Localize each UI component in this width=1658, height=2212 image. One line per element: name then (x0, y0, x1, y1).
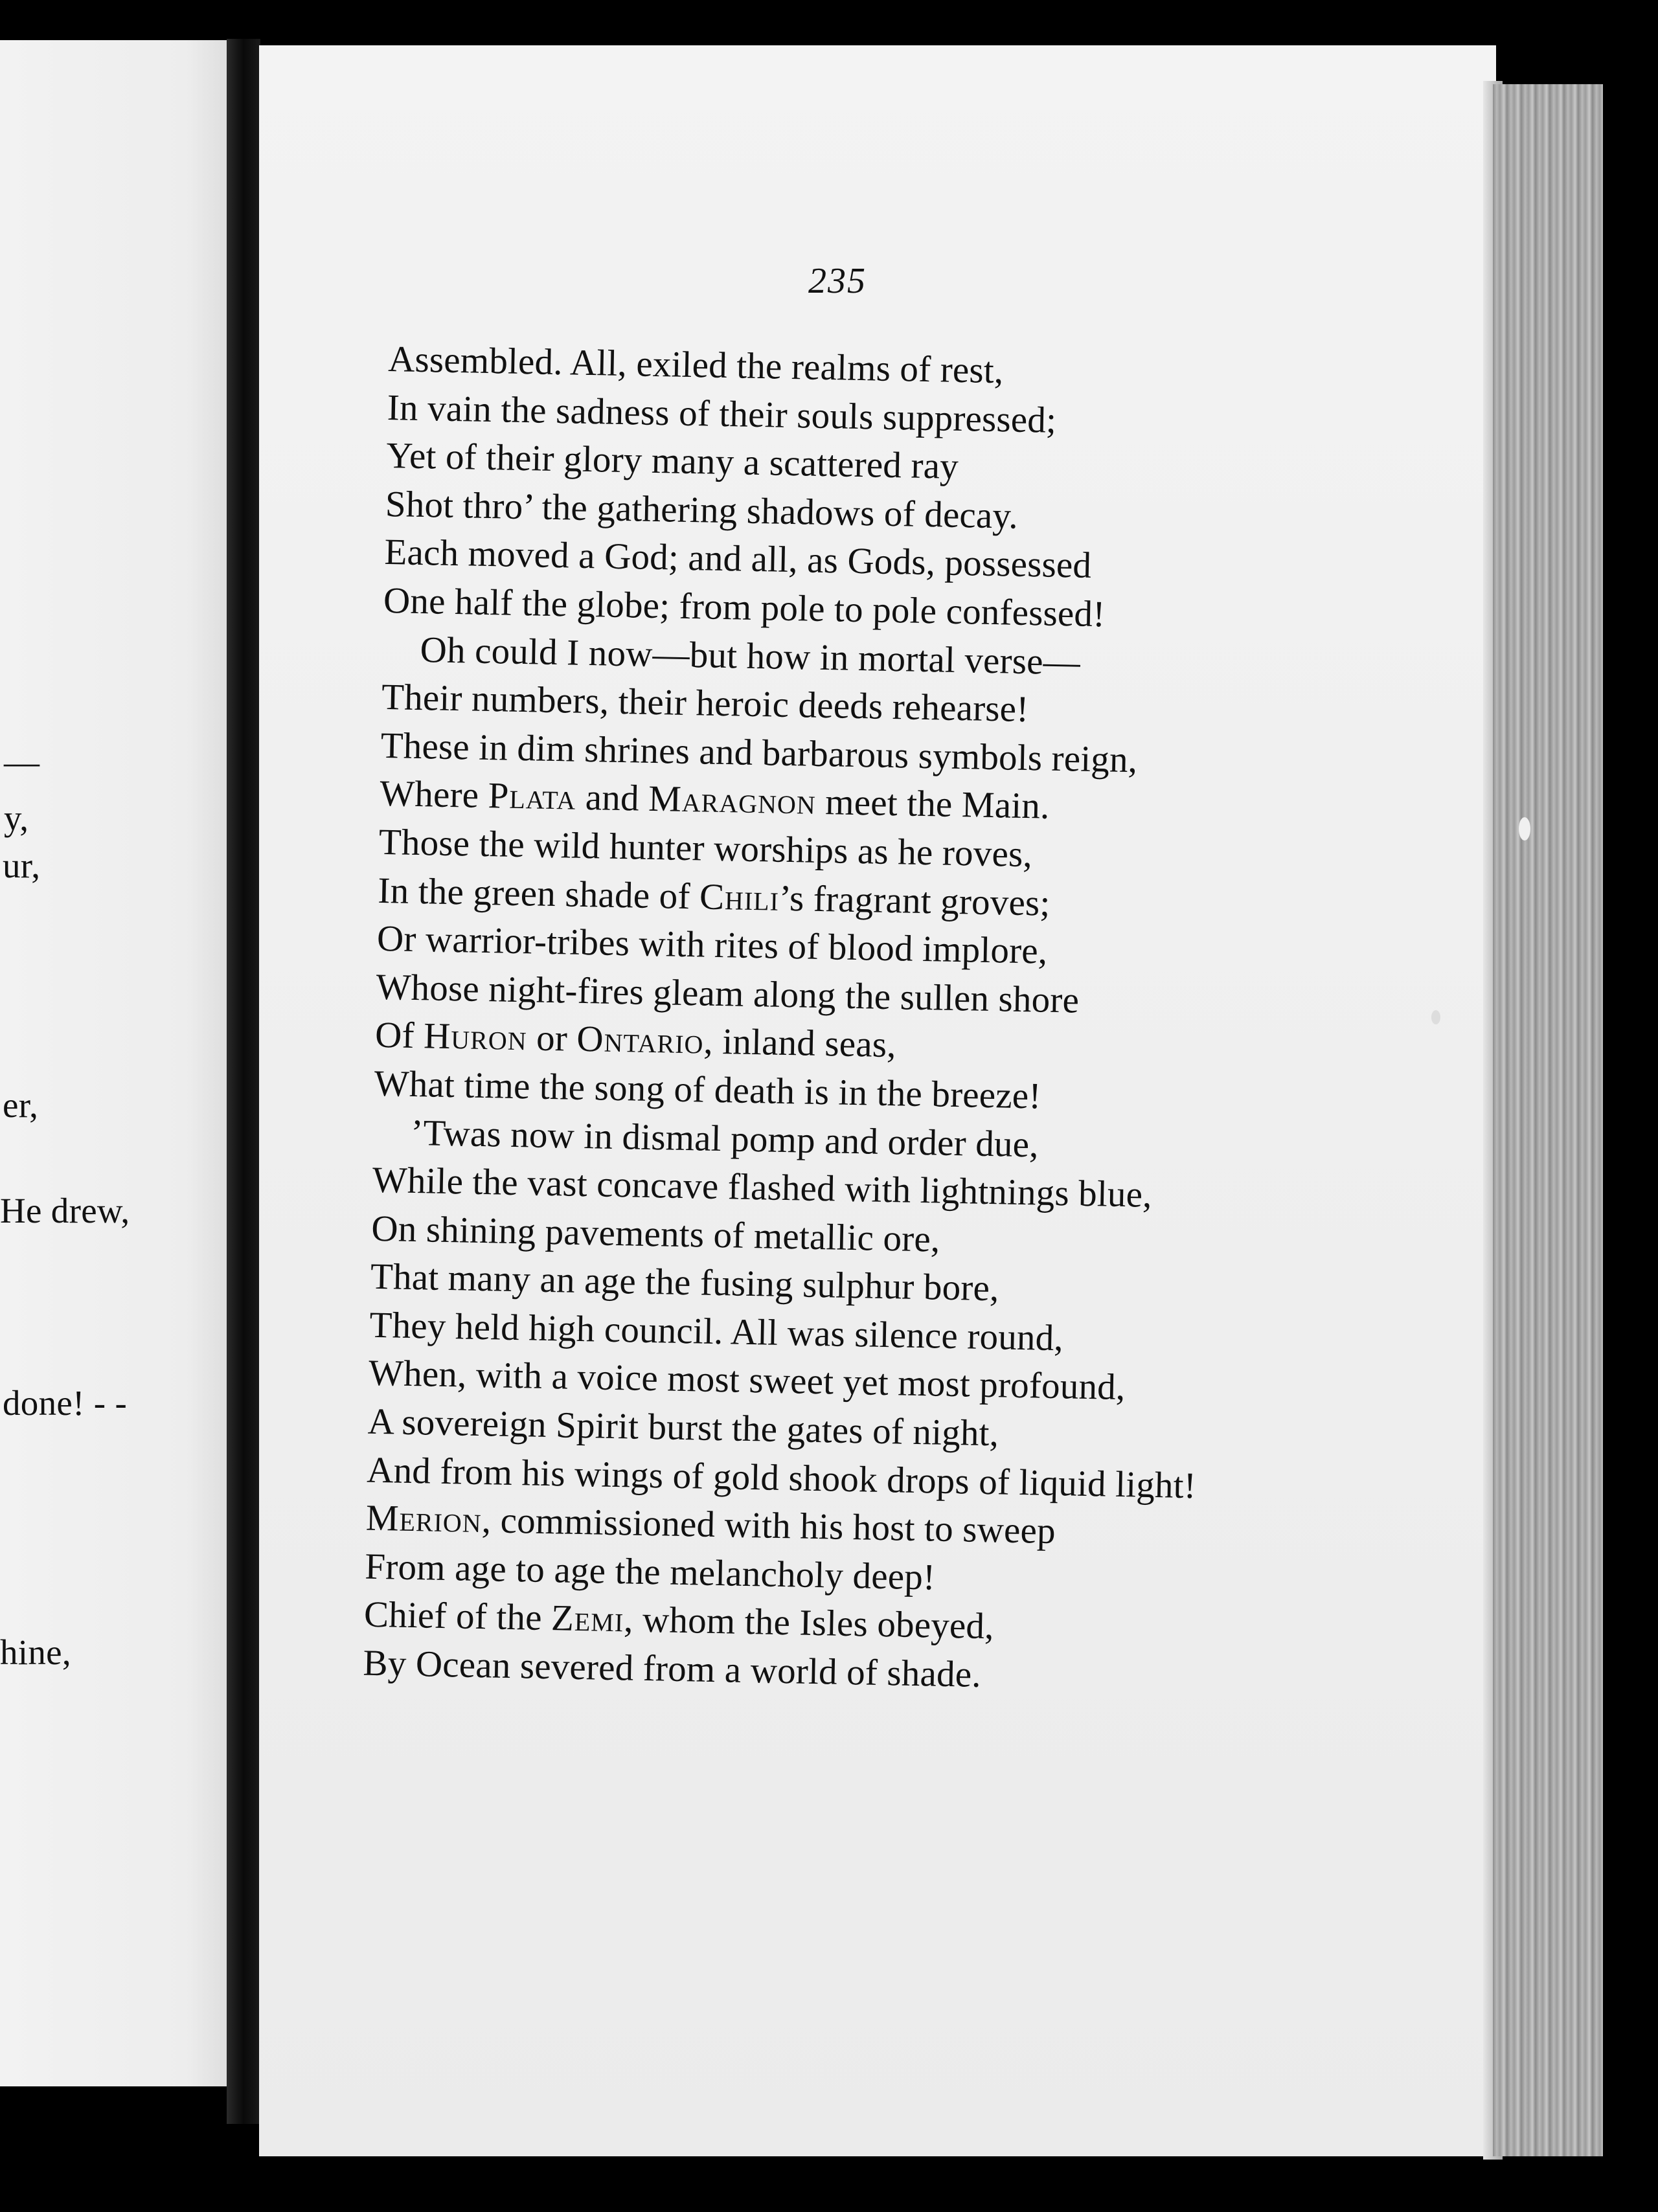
line-text: and (575, 777, 649, 820)
line-text: Chief of the (363, 1594, 552, 1639)
left-page-fragment: y, (4, 798, 29, 838)
book-gutter (227, 39, 260, 2124)
line-text: , commissioned with his host to sweep (481, 1500, 1056, 1552)
proper-name: Huron (423, 1015, 528, 1059)
line-text: , whom the Isles obeyed, (623, 1599, 995, 1647)
line-text: , inland seas, (703, 1021, 897, 1066)
line-text: By Ocean severed from a world of shade. (363, 1642, 982, 1695)
line-text: Their numbers, their heroic deeds rehearse! (381, 677, 1030, 730)
proper-name: Merion (365, 1497, 483, 1541)
proper-name: Chili (699, 875, 780, 919)
line-text: meet the Main. (815, 782, 1050, 828)
line-text: ’Twas now in dismal pomp and order due, (410, 1112, 1039, 1165)
line-text: On shining pavements of metallic ore, (370, 1208, 940, 1260)
line-text: Shot thro’ the gathering shadows of decay. (385, 483, 1019, 537)
line-text: What time the song of death is in the breeze! (374, 1063, 1042, 1117)
page-number: 235 (808, 261, 867, 301)
poem-text (363, 335, 1308, 1706)
left-page-fragment: He drew, (0, 1191, 130, 1230)
proper-name: Ontario (576, 1019, 705, 1062)
line-text: Or warrior-tribes with rites of blood implore, (376, 918, 1048, 972)
proper-name: Zemi (551, 1597, 624, 1640)
line-text: These in dim shrines and barbarous symbols reign, (380, 725, 1138, 781)
line-text: One half the globe; from pole to pole confessed! (383, 580, 1106, 635)
left-page-fragment: done! - - (3, 1383, 128, 1423)
paper-speck (1431, 1010, 1440, 1024)
line-text: While the vast concave flashed with lightnings blue, (372, 1159, 1153, 1215)
line-text: When, with a voice most sweet yet most profound, (368, 1353, 1126, 1408)
line-text: Assembled. All, exiled the realms of rest, (387, 338, 1004, 392)
line-text: Of (374, 1015, 424, 1057)
left-page-fragment: hine, (0, 1632, 71, 1672)
line-text: Where (379, 773, 489, 817)
left-page (0, 40, 233, 2086)
proper-name: Maragnon (648, 778, 817, 823)
left-page-fragment: er, (3, 1085, 39, 1125)
line-text: That many an age the fusing sulphur bore, (370, 1256, 1000, 1309)
line-text: And from his wings of gold shook drops of liquid light! (366, 1449, 1197, 1506)
line-text: ’s fragrant groves; (778, 877, 1051, 924)
left-page-fragment: ur, (3, 846, 41, 885)
line-text: A sovereign Spirit burst the gates of night, (367, 1401, 999, 1454)
line-text: Whose night-fires gleam along the sullen shore (376, 966, 1080, 1021)
line-text: Yet of their glory many a scattered ray (385, 435, 959, 488)
line-text: Those the wild hunter worships as he roves, (378, 821, 1033, 875)
proper-name: Plata (488, 775, 577, 818)
left-page-fragment: — (4, 742, 40, 782)
line-text: Oh could I now—but how in mortal verse— (420, 629, 1081, 683)
line-text: They held high council. All was silence round, (369, 1304, 1064, 1359)
line-text: From age to age the melancholy deep! (364, 1546, 936, 1598)
line-text: In the green shade of (377, 870, 700, 917)
line-text: Each moved a God; and all, as Gods, possessed (383, 532, 1092, 587)
line-text: or (527, 1017, 578, 1060)
page-block-edge (1493, 84, 1603, 2156)
line-text: In vain the sadness of their souls suppressed; (387, 387, 1057, 441)
paper-speck (1519, 817, 1530, 841)
